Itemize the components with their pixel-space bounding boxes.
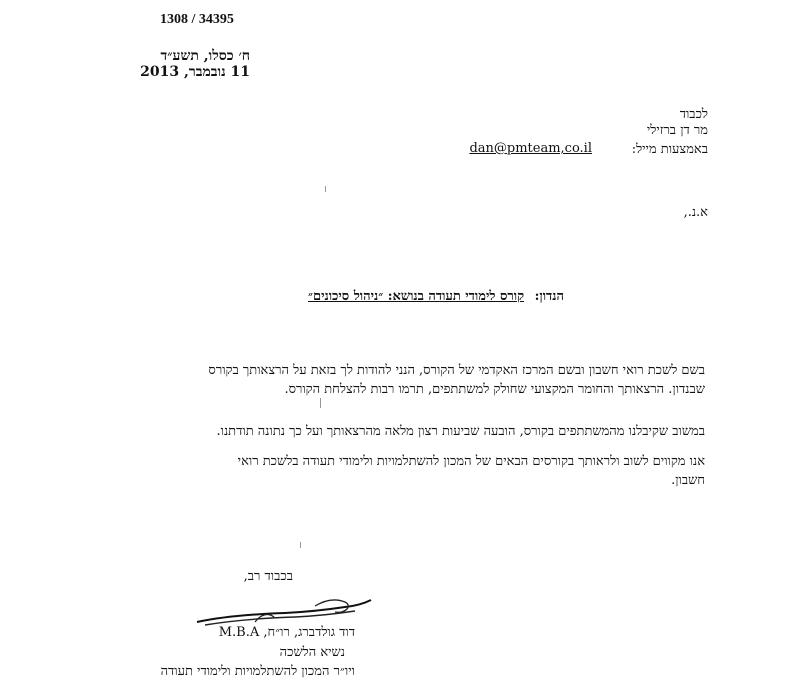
subject-line [308, 288, 564, 304]
body-paragraph-2: במשוב שקיבלנו מהמשתתפים בקורס, הובעה שביעות רצון מלאה מהרצאותך ועל כך נתונה תודתנו. [216, 424, 705, 439]
date-gregorian: 11 נובמבר, 2013 [140, 64, 250, 80]
reference-number: 1308 / 34395 [160, 12, 234, 27]
body-paragraph-3-line-2: חשבון. [671, 473, 705, 488]
signer-title: נשיא הלשכה [279, 645, 345, 660]
subject-text: קורס לימודי תעודה בנושא: ״ניהול סיכונים״ [308, 289, 525, 304]
recipient-via-label: באמצעות מייל: [631, 142, 708, 157]
signer-name [219, 624, 355, 640]
signer-organization: ויו״ר המכון להשתלמויות ולימודי תעודה [160, 664, 355, 679]
recipient-name: מר דן ברזילי [646, 123, 708, 138]
recipient-email: dan@pmteam,co.il [469, 141, 592, 156]
signer-full-name: דוד גולדברג, רו״ח, [263, 625, 355, 640]
scan-speck [300, 542, 301, 548]
scan-speck [320, 398, 321, 408]
subject-label: הנדון: [534, 289, 564, 304]
signer-degree: M.B.A [218, 625, 260, 640]
body-paragraph-1-line-2: שבנדון. הרצאותך והחומר המקצועי שחולק למשתתפים, תרמו רבות להצלחת הקורס. [284, 382, 705, 397]
body-paragraph-3-line-1: אנו מקווים לשוב ולראותך בקורסים הבאים של המכון להשתלמויות ולימודי תעודה בלשכת רואי [237, 454, 705, 469]
closing: בכבוד רב, [243, 569, 293, 584]
date-hebrew: ח׳ כסלו, תשע״ד [160, 48, 250, 64]
recipient-salutation: לכבוד [679, 107, 708, 122]
body-paragraph-1-line-1: בשם לשכת רואי חשבון ובשם המרכז האקדמי של הקורס, הנני להודות לך בזאת על הרצאותך בקורס [208, 363, 705, 378]
scan-speck [325, 186, 326, 192]
greeting: א.נ., [683, 205, 708, 220]
